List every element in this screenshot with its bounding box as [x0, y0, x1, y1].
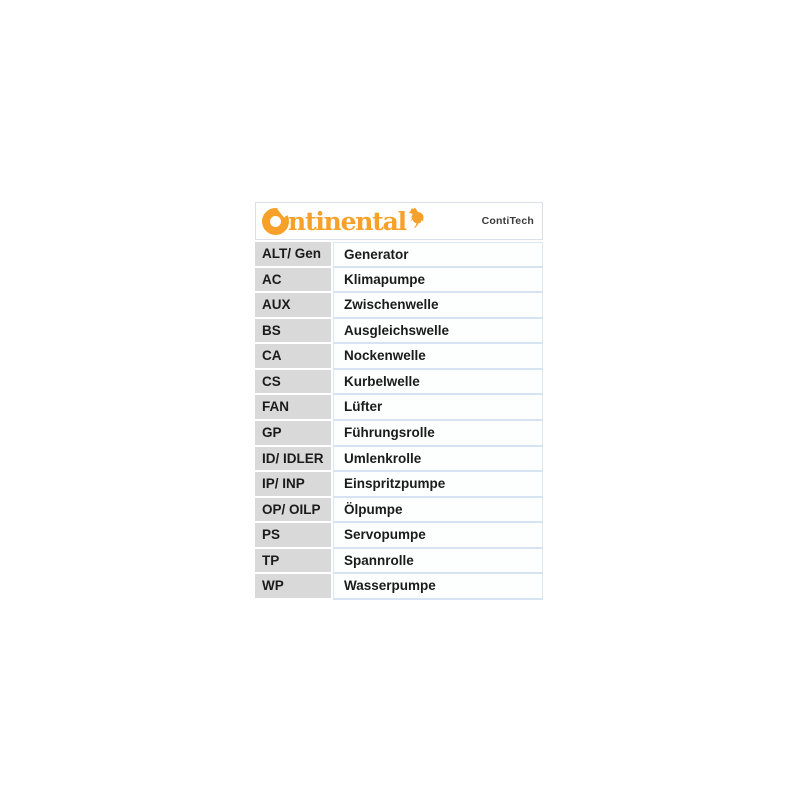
brand-header — [255, 202, 543, 240]
abbr-cell: BS — [255, 319, 331, 343]
abbreviation-legend-table — [255, 242, 543, 600]
table-row — [255, 395, 543, 421]
meaning-cell: Ausgleichswelle — [333, 319, 543, 345]
table-row — [255, 268, 543, 294]
abbr-cell: FAN — [255, 395, 331, 419]
rearing-horse-icon — [408, 207, 425, 228]
meaning-cell: Lüfter — [333, 395, 543, 421]
continental-c-mark — [262, 208, 289, 235]
meaning-cell: Nockenwelle — [333, 344, 543, 370]
abbr-cell: CS — [255, 370, 331, 394]
continental-logo — [262, 208, 425, 235]
table-row — [255, 242, 543, 268]
abbr-cell: WP — [255, 574, 331, 598]
meaning-cell: Wasserpumpe — [333, 574, 543, 600]
abbr-cell: ID/ IDLER — [255, 447, 331, 471]
meaning-cell: Ölpumpe — [333, 498, 543, 524]
table-row — [255, 447, 543, 473]
table-row — [255, 549, 543, 575]
abbr-cell: PS — [255, 523, 331, 547]
abbr-cell: AUX — [255, 293, 331, 317]
abbr-cell: CA — [255, 344, 331, 368]
legend-card — [255, 202, 543, 600]
abbr-cell: AC — [255, 268, 331, 292]
table-row — [255, 421, 543, 447]
meaning-cell: Kurbelwelle — [333, 370, 543, 396]
table-row — [255, 574, 543, 600]
table-row — [255, 472, 543, 498]
meaning-cell: Klimapumpe — [333, 268, 543, 294]
table-row — [255, 344, 543, 370]
meaning-cell: Generator — [333, 242, 543, 268]
meaning-cell: Zwischenwelle — [333, 293, 543, 319]
meaning-cell: Führungsrolle — [333, 421, 543, 447]
abbr-cell: TP — [255, 549, 331, 573]
meaning-cell: Einspritzpumpe — [333, 472, 543, 498]
contitech-label: ContiTech — [481, 215, 534, 227]
table-row — [255, 293, 543, 319]
table-row — [255, 523, 543, 549]
continental-wordmark: ntinental — [288, 206, 406, 236]
abbr-cell: IP/ INP — [255, 472, 331, 496]
abbr-cell: ALT/ Gen — [255, 242, 331, 266]
table-row — [255, 498, 543, 524]
abbr-cell: OP/ OILP — [255, 498, 331, 522]
meaning-cell: Servopumpe — [333, 523, 543, 549]
meaning-cell: Spannrolle — [333, 549, 543, 575]
table-row — [255, 370, 543, 396]
abbr-cell: GP — [255, 421, 331, 445]
table-row — [255, 319, 543, 345]
meaning-cell: Umlenkrolle — [333, 447, 543, 473]
